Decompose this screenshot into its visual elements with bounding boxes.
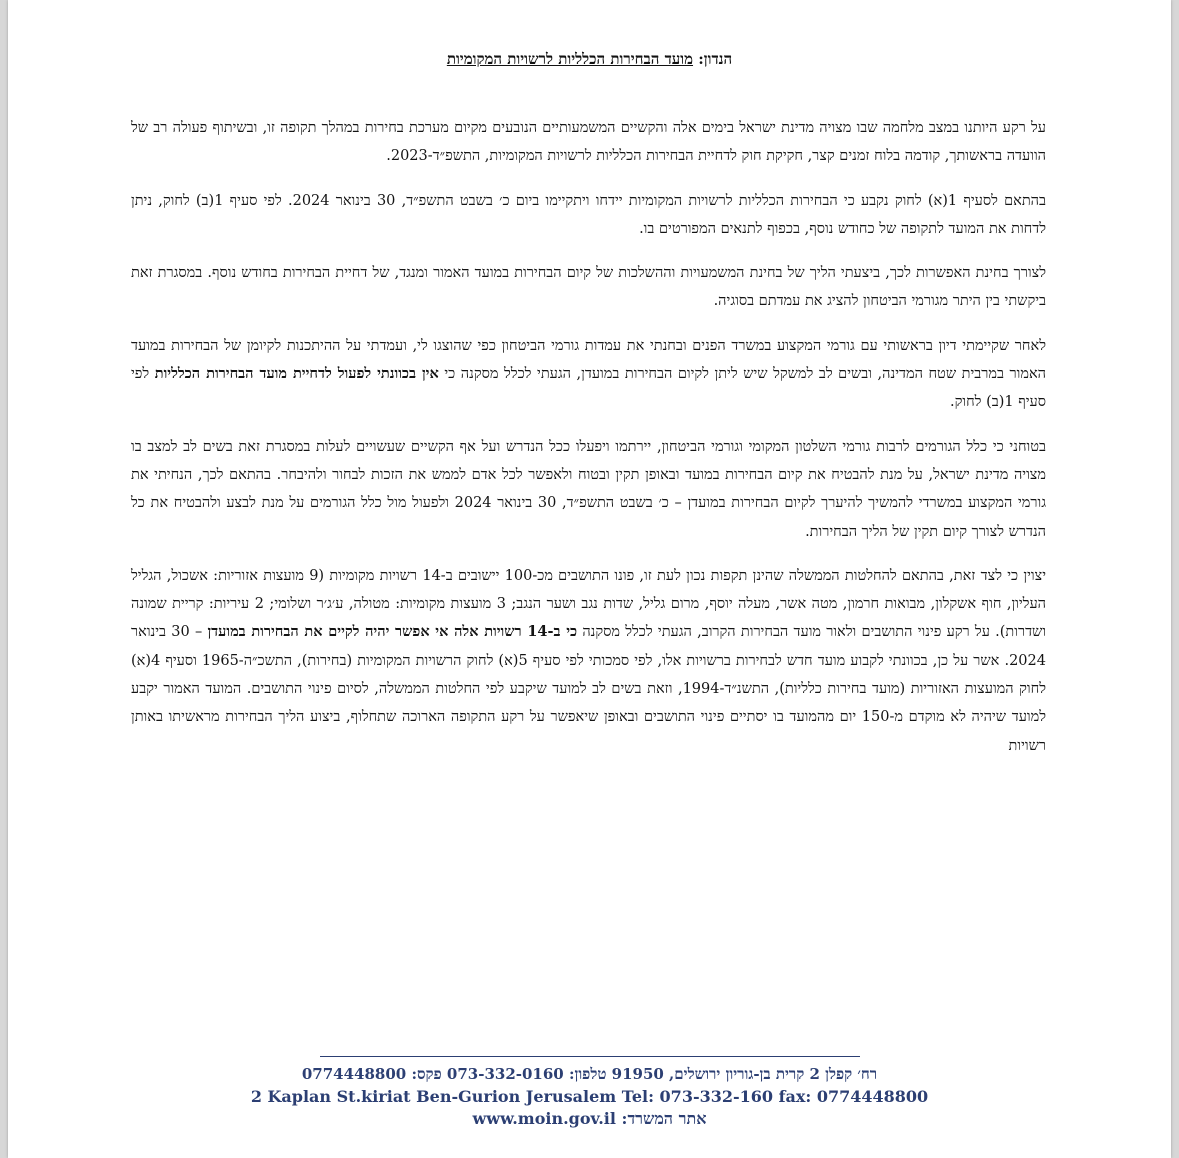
- footer-website: [8, 1108, 1171, 1130]
- subject-title: מועד הבחירות הכלליות לרשויות המקומיות: [446, 50, 694, 68]
- footer-website-url[interactable]: www.moin.gov.il: [472, 1109, 616, 1128]
- subject-label: הנדון:: [698, 50, 733, 68]
- footer-address-hebrew: רח׳ קפלן 2 קרית בן-גוריון ירושלים, 91950 טלפון: 073-332-0160 פקס: 0774448800: [301, 1065, 878, 1083]
- letter-body: [131, 114, 1046, 776]
- document-page: [8, 0, 1171, 1158]
- paragraph-3: לצורך בחינת האפשרות לכך, ביצעתי הליך של בחינת המשמעויות וההשלכות של קיום הבחירות במועד האמור ומנגד, של דחיית הבחירות בחודש נוסף. במסגרת זאת ביקשתי בין היתר מגורמי הביטחון להציג את עמדתם בסוגיה.: [131, 265, 1046, 310]
- paragraph-6: [131, 562, 1046, 760]
- paragraph-1: על רקע היותנו במצב מלחמה שבו מצויה מדינת ישראל בימים אלה והקשיים המשמעותיים הנובעים מקיום מערכת בחירות במהלך תקופה זו, ובשיתוף פעולה רב של הוועדה בראשותך, קודמה בלוח זמנים קצר, חקיקת חוק לדחיית הבחירות הכלליות לרשויות המקומיות, התשפ״ד-2023.: [131, 120, 1046, 165]
- footer-address-english: 2 Kaplan St.kiriat Ben-Gurion Jerusalem Tel: 073-332-160 fax: 0774448800: [250, 1087, 929, 1106]
- paragraph-2: בהתאם לסעיף 1(א) לחוק נקבע כי הבחירות הכלליות לרשויות המקומיות יידחו ויתקיימו ביום כ׳ בשבט התשפ״ד, 30 בינואר 2024. לפי סעיף 1(ב) לחוק, ניתן לדחות את המועד לתקופה של כחודש נוסף, בכפוף לתנאים המפורטים בו.: [131, 192, 1046, 237]
- paragraph-4-text-c: לפי סעיף 1(ב) לחוק.: [131, 366, 1046, 411]
- footer: [8, 1062, 1171, 1130]
- paragraph-4-bold: אין בכוונתי לפעול לדחיית מועד הבחירות הכלליות: [154, 365, 439, 383]
- footer-website-label: אתר המשרד:: [621, 1109, 707, 1128]
- footer-divider: [320, 1056, 860, 1057]
- paragraph-4: [131, 332, 1046, 417]
- paragraph-5: בטוחני כי כלל הגורמים לרבות גורמי השלטון המקומי וגורמי הביטחון, יירתמו ויפעלו ככל הנדרש ועל אף הקשיים שעשויים לעלות במסגרת זאת בשים לב למצב בו מצויה מדינת ישראל, על מנת להבטיח את קיום הבחירות במועד ובאופן תקין ובטוח ולאפשר לכל אדם לממש את הזכות לבחור ולהיבחר. בהתאם לכך, הנחיתי את גורמי המקצוע במשרדי להמשיך להיערך לקיום הבחירות במועדן – כ׳ בשבט התשפ״ד, 30 בינואר 2024 ולפעול מול כלל הגורמים על מנת לבצע ולהבטיח את כל הנדרש לצורך קיום תקין של הליך הבחירות.: [131, 438, 1046, 540]
- subject-line: [8, 50, 1171, 69]
- paragraph-4-text-a: לאחר שקיימתי דיון בראשותי עם גורמי המקצוע במשרד הפנים ובחנתי את עמדות גורמי הביטחון כפי שהוצגו לי, ועמדתי על ההיתכנות לקיומן של הבחירות במועד האמור במרבית שטח המדינה, ובשים לב למשקל שיש ליתן לקיום הבחירות במועדן, הגעתי לכלל מסקנה כי: [131, 337, 1047, 383]
- paragraph-6-bold: כי ב-14 רשויות אלה אי אפשר יהיה לקיים את הבחירות במועדן: [207, 623, 578, 641]
- paragraph-6-text-c: – 30 בינואר 2024. אשר על כן, בכוונתי לקבוע מועד חדש לבחירות ברשויות אלו, לפי סמכותי לפי סעיף 5(א) לחוק הרשויות המקומיות (בחירות), התשכ״ה-1965 וסעיף 4(א) לחוק המועצות האזוריות (מועד בחירות כלליות), התשנ״ד-1994, וזאת בשים לב למועד שיקבע לפי החלטות הממשלה, לסיום פינוי התושבים. המועד האמור יקבע למועד שיהיה לא מוקדם מ-150 יום מהמועד בו יסתיים פינוי התושבים ובאופן שיאפשר על רקע התקופה הארוכה שתחלוף, ביצוע הליך הבחירות מראשיתו באותן רשויות: [131, 624, 1046, 754]
- paragraph-6-text-a: יצוין כי לצד זאת, בהתאם להחלטות הממשלה שהינן תקפות נכון לעת זו, פונו התושבים מכ-100 יישובים ב-14 רשויות מקומיות (9 מועצות אזוריות: אשכול, הגליל העליון, חוף אשקלון, מבואות חרמון, מטה אשר, מעלה יוסף, מרום גליל, שדות נגב ושער הנגב; 3 מועצות מקומיות: מטולה, ע׳ג׳ר ושלומי; 2 עיריות: קריית שמונה ושדרות). על רקע פינוי התושבים ולאור מועד הבחירות הקרוב, הגעתי לכלל מסקנה: [131, 567, 1047, 641]
